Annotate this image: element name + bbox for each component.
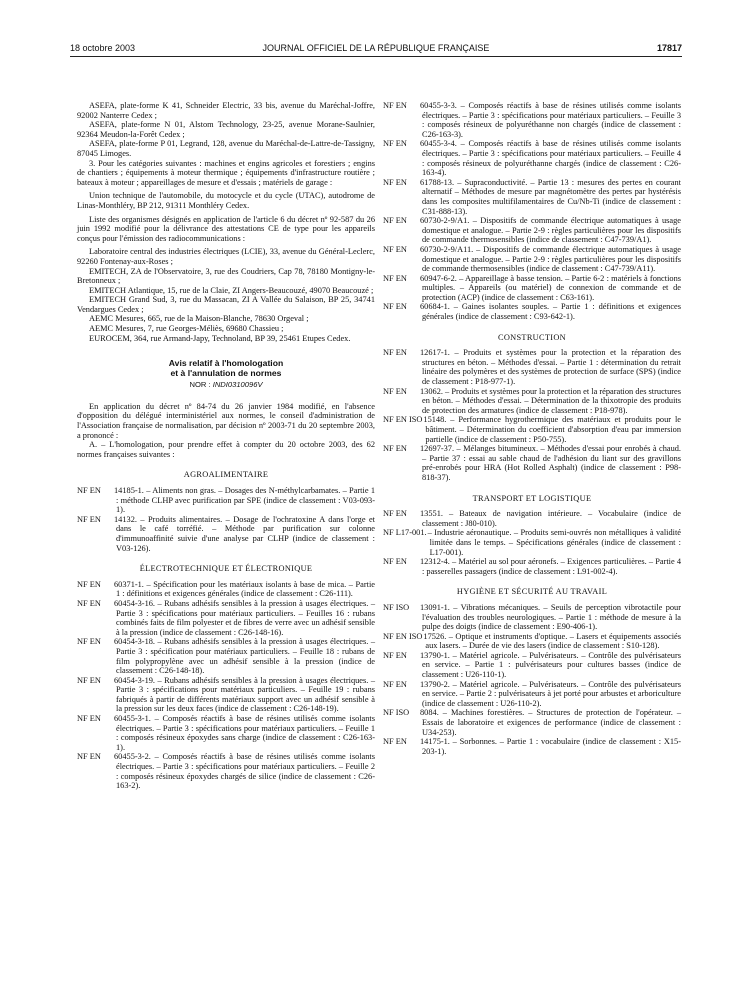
norm-code: NF EN [383, 557, 407, 567]
norm-code: NF EN [77, 714, 101, 724]
norm-code: NF EN [383, 737, 407, 747]
norm-entry [383, 101, 681, 139]
norm-text: 13790-1. – Matériel agricole. – Pulvérisateurs. – Contrôle des pulvérisateurs en service. – Partie 1 : pulvérisateurs pour cultures basses (indice de classement : U26-110-1). [420, 650, 681, 680]
norm-entry [383, 528, 681, 557]
section-electrotechnique: ÉLECTROTECHNIQUE ET ÉLECTRONIQUE [139, 564, 313, 574]
norm-code: NF EN [383, 216, 407, 226]
norm-text: 13062. – Produits et systèmes pour la protection et la réparation des structures en béton. – Méthodes d'essai. – Détermination de la thixotropie des produits de protection des armatures (indice de classement : P18-978). [420, 386, 681, 415]
norm-entry [383, 708, 681, 737]
norm-code: NF EN [77, 486, 101, 495]
norm-entry [383, 737, 681, 756]
norm-entry [77, 714, 375, 752]
nor-code: INDI0310096V [212, 380, 263, 390]
avis-title-line1: Avis relatif à l'homologation [168, 358, 284, 369]
norm-entry [77, 637, 375, 675]
norm-code: NF EN [383, 101, 407, 110]
section-agroalimentaire: AGROALIMENTAIRE [183, 470, 269, 480]
norms-agroalimentaire [77, 486, 375, 553]
organisms-list-intro: Liste des organismes désignés en application de l'article 6 du décret nº 92-587 du 26 juin 1992 modifié pour la délivrance des attestations CE de type pour les appareils conçus pour l'émission des radiocommunications : [77, 214, 375, 243]
section-hygiene: HYGIÈNE ET SÉCURITÉ AU TRAVAIL [456, 587, 608, 597]
header-rule [70, 56, 682, 57]
norm-entry [383, 139, 681, 177]
norms-construction [383, 348, 681, 482]
avis-intro-a: A. – L'homologation, pour prendre effet à compter du 20 octobre 2003, des 62 normes françaises suivantes : [77, 440, 375, 459]
norm-entry [383, 302, 681, 321]
norm-code: NF EN ISO [383, 631, 423, 641]
norm-entry [383, 274, 681, 303]
norm-text: 12697-37. – Mélanges bitumineux. – Méthodes d'essai pour enrobés à chaud. – Partie 37 : essai au sable chaud de l'adhésion du liant sur des gravillons pré-enrobés pour HRA (Hot Rolled Asphalt) (indice de classement : P98-818-37). [420, 444, 681, 482]
norm-entry [383, 178, 681, 216]
norm-text: 60730-2-9/A11. – Dispositifs de commande électrique automatiques à usage domestique et analogue. – Partie 2-9 : règles particulières pour les dispositifs de commande thermosensibles (indice de classement : C47-739/A11). [420, 244, 681, 274]
norm-entry [383, 444, 681, 482]
norm-text: 13091-1. – Vibrations mécaniques. – Seuils de perception vibrotactile pour l'évaluation des troubles neurologiques. – Partie 1 : méthode de mesure à la pulpe des doigts (indice de classement : E90-406-1). [420, 602, 681, 632]
norm-text: 60454-3-19. – Rubans adhésifs sensibles à la pression à usages électriques. – Partie 3 : spécifications pour matériaux particuliers. – Feuille 19 : rubans fabriqués à partir de différents matériaux support avec un adhésif sensible à la pression sur les deux faces (indice de classement : C26-148-19). [114, 675, 375, 714]
norm-code: NF EN [383, 679, 407, 689]
norm-text: 60947-6-2. – Appareillage à basse tension. – Partie 6-2 : matériels à fonctions multiples. – Appareils (ou matériel) de connexion de commande et de protection (ACP) (indice de classement : C63-161). [420, 273, 681, 302]
avis-intro: En application du décret nº 84-74 du 26 janvier 1984 modifié, en l'absence d'opposition du délégué interministériel aux normes, le conseil d'administration de l'Association française de normalisation, par décision nº 2003-71 du 20 septembre 2003, a prononcé : [77, 401, 375, 440]
norm-text: 60454-3-16. – Rubans adhésifs sensibles à la pression à usages électriques. – Partie 3 : spécifications pour matériaux particuliers. – Feuilles 16 : rubans combinés faits de film polyester et de fibres de verre avec un adhésif sensible à la pression (indice de classement : C26-148-16). [114, 598, 375, 637]
paragraph: EMITECH, ZA de l'Observatoire, 3, rue des Coudriers, Cap 78, 78180 Montigny-le-Bretonneux ; [77, 266, 375, 286]
norm-text: 13551. – Bateaux de navigation intérieure. – Vocabulaire (indice de classement : J80-010). [420, 509, 681, 528]
norm-code: NF EN [383, 177, 407, 187]
norm-entry [383, 216, 681, 245]
norm-entry [383, 603, 681, 632]
norm-entry [383, 387, 681, 416]
header-journal-title: JOURNAL OFFICIEL DE LA RÉPUBLIQUE FRANÇAISE [262, 43, 490, 53]
norm-entry [383, 557, 681, 576]
norm-code: NF EN [383, 348, 407, 358]
norms-hygiene [383, 603, 681, 757]
addresses-top [77, 101, 375, 159]
point-3: 3. Pour les catégories suivantes : machines et engins agricoles et forestiers ; engins de chantiers ; équipements à moteur thermique ; équipements d'infrastructure routière ; bateaux à moteur ; appareillages de mesure et d'essais ; matériels de garage : [77, 158, 375, 187]
paragraph: ASEFA, plate-forme K 41, Schneider Electric, 33 bis, avenue du Maréchal-Joffre, 92002 Nanterre Cedex ; [77, 101, 375, 120]
norms-electrotechnique-continued [383, 101, 681, 322]
paragraph: AEMC Mesures, 665, rue de la Maison-Blanche, 78630 Orgeval ; [89, 314, 309, 324]
norms-electrotechnique [77, 580, 375, 791]
avis-nor [77, 380, 375, 390]
paragraph: EMITECH Atlantique, 15, rue de la Claie, ZI Angers-Beaucouzé, 49070 Beaucouzé ; [89, 285, 374, 295]
norm-text: 60455-3-4. – Composés réactifs à base de résines utilisés comme isolants électriques. – Partie 3 : spécifications pour matériaux particuliers. – Feuille 4 : composés résineux de polyuréthanne chargés (indice de classement : C26-163-4). [420, 139, 681, 178]
paragraph: ASEFA, plate-forme N 01, Alstom Technology, 23-25, avenue Morane-Saulnier, 92364 Meudon-la-Forêt Cedex ; [77, 120, 375, 139]
header-page-number: 17817 [656, 43, 682, 53]
norm-code: NF ISO [383, 708, 410, 718]
norm-entry [383, 509, 681, 528]
norm-code: NF EN [383, 650, 407, 660]
norm-text: 15148. – Performance hygrothermique des matériaux et produits pour le bâtiment. – Détermination du coefficient d'absorption d'eau par immersion partielle (indice de classement : P50-755). [423, 415, 681, 444]
norm-entry [77, 752, 375, 790]
header-date: 18 octobre 2003 [70, 43, 136, 53]
avis-title-line2: et à l'annulation de normes [170, 368, 282, 379]
norm-code: NF EN [383, 139, 407, 149]
norm-code: NF EN [77, 675, 101, 685]
norm-code: NF L17-001. [383, 528, 427, 538]
norm-entry [77, 486, 375, 515]
norm-text: 13790-2. – Matériel agricole. – Pulvérisateurs. – Contrôle des pulvérisateurs en service. – Partie 2 : pulvérisateurs à jet porté pour arbustes et arboriculture (indice de classement : U26-110-2). [420, 679, 681, 708]
paragraph: EMITECH Grand Sud, 3, rue du Massacan, ZI A Vallée du Salaison, BP 25, 34741 Vendargues Cedex ; [77, 295, 375, 314]
norm-text: – Industrie aéronautique. – Produits semi-ouvrés non métalliques à validité limitée dans le temps. – Spécifications générales (indice de classement : L17-001). [427, 528, 681, 557]
organisms-list [77, 247, 375, 343]
norm-text: 12617-1. – Produits et systèmes pour la protection et la réparation des structures en béton. – Méthodes d'essai. – Partie 1 : détermination du retrait linéaire des polymères et des systèmes de protection de surface (SPS) (indice de classement : P18-977-1). [420, 348, 681, 387]
left-column [77, 101, 375, 791]
section-construction: CONSTRUCTION [497, 332, 567, 342]
norm-text: 14132. – Produits alimentaires. – Dosage de l'ochratoxine A dans l'orge et dans le café torréfié. – Méthode par purification sur colonne d'immunoaffinité suivie d'une analyse par CLHP (indice de classement : V03-126). [114, 514, 375, 553]
paragraph: AEMC Mesures, 7, rue Georges-Méliès, 69680 Chassieu ; [89, 324, 284, 334]
norm-entry [77, 580, 375, 599]
norm-text: 14185-1. – Aliments non gras. – Dosages des N-méthylcarbamates. – Partie 1 : méthode CLHP avec purification par SPE (indice de classement : V03-093-1). [114, 486, 375, 515]
section-transport: TRANSPORT ET LOGISTIQUE [472, 493, 592, 503]
norm-entry [383, 245, 681, 274]
paragraph: Laboratoire central des industries électriques (LCIE), 33, avenue du Général-Leclerc, 92260 Fontenay-aux-Roses ; [77, 247, 375, 266]
norm-text: 60455-3-2. – Composés réactifs à base de résines utilisés comme isolants électriques. – Partie 3 : spécifications pour matériaux particuliers. – Feuille 2 : composés résineux époxydes chargés de silice (indice de classement : C26-163-2). [114, 752, 375, 791]
norm-text: 17526. – Optique et instruments d'optique. – Lasers et équipements associés aux lasers. – Durée de vie des lasers (indice de classement : S10-128). [423, 631, 681, 651]
paragraph: ASEFA, plate-forme P 01, Legrand, 128, avenue du Maréchal-de-Lattre-de-Tassigny, 87045 Limoges. [77, 139, 375, 158]
norm-code: NF EN ISO [383, 415, 423, 425]
norm-code: NF EN [77, 637, 101, 647]
nor-label: NOR : [189, 380, 211, 390]
norm-code: NF ISO [383, 602, 410, 612]
norm-text: 60684-1. – Gaines isolantes souples. – Partie 1 : définitions et exigences générales (indice de classement : C93-642-1). [420, 302, 681, 322]
norm-text: 12312-4. – Matériel au sol pour aéronefs. – Exigences particulières. – Partie 4 : passerelles passagers (indice de classement : L91-002-4). [420, 557, 681, 576]
norms-transport [383, 509, 681, 576]
norm-code: NF EN [77, 579, 101, 589]
norm-code: NF EN [383, 386, 407, 396]
norm-code: NF EN [77, 514, 101, 524]
norm-entry [383, 415, 681, 444]
norm-code: NF EN [383, 444, 407, 454]
norm-text: 14175-1. – Sorbonnes. – Partie 1 : vocabulaire (indice de classement : X15-203-1). [420, 737, 681, 756]
norm-code: NF EN [77, 752, 101, 762]
norm-text: 60455-3-3. – Composés réactifs à base de résines utilisés comme isolants électriques. – Partie 3 : spécifications pour matériaux particuliers. – Feuille 3 : composés résineux de polyuréthanne non chargés (indice de classement : C26-163-3). [420, 101, 681, 139]
norm-text: 8084. – Machines forestières. – Structures de protection de l'opérateur. – Essais de laboratoire et exigences de performance (indice de classement : U34-253). [420, 708, 681, 737]
norm-text: 60454-3-18. – Rubans adhésifs sensibles à la pression à usages électriques. – Partie 3 : spécification pour matériaux particuliers. – Feuille 18 : rubans de film polypropylène avec un adhésif sensible à la pression (indice de classement : C26-148-18). [114, 637, 375, 676]
norm-code: NF EN [383, 273, 407, 283]
norm-text: 60730-2-9/A1. – Dispositifs de commande électrique automatiques à usage domestique et analogue. – Partie 2-9 : règles particulières pour les dispositifs de commande thermosensibles (indice de classement : C47-739/A1). [420, 216, 681, 245]
norm-code: NF EN [383, 302, 407, 312]
norm-entry [383, 651, 681, 680]
norm-entry [77, 599, 375, 637]
norm-code: NF EN [383, 244, 407, 254]
norm-entry [77, 515, 375, 553]
norm-code: NF EN [383, 509, 407, 519]
norm-entry [383, 632, 681, 651]
paragraph: EUROCEM, 364, rue Armand-Japy, Technoland, BP 39, 25461 Etupes Cedex. [89, 333, 351, 343]
norm-entry [383, 680, 681, 709]
norm-text: 61788-13. – Supraconductivité. – Partie 13 : mesures des pertes en courant alternatif – Méthodes de mesure par magnétomètre des pertes par hystérésis dans les composites multifilamentaires de Cu/Nb-Ti (indice de classement : C31-888-13). [420, 177, 681, 216]
utac-address: Union technique de l'automobile, du motocycle et du cycle (UTAC), autodrome de Linas-Monthléry, BP 212, 91311 Monthléry Cedex. [77, 191, 375, 210]
norm-text: 60371-1. – Spécification pour les matériaux isolants à base de mica. – Partie 1 : définitions et exigences générales (indice de classement : C26-111). [114, 579, 375, 599]
norm-entry [77, 676, 375, 714]
norm-text: 60455-3-1. – Composés réactifs à base de résines utilisés comme isolants électriques. – Partie 3 : spécifications pour matériaux particuliers. – Feuille 1 : composés résineux époxydes sans charge (indice de classement : C26-163-1). [114, 714, 375, 752]
norm-entry [383, 348, 681, 386]
right-column [383, 101, 681, 756]
norm-code: NF EN [77, 598, 101, 608]
